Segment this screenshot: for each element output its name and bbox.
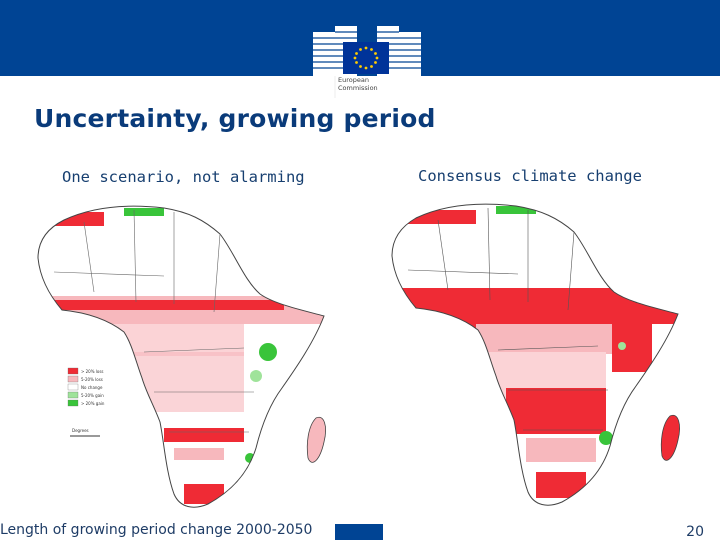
page-number: 20 [686,524,704,540]
right-map-title: Consensus climate change [418,167,642,185]
logo-wordmark [338,76,378,92]
legend-item: 5-20% loss [81,377,103,382]
left-africa-map [24,192,352,512]
legend-item: 5-20% gain [81,393,104,398]
right-africa-map [376,192,706,510]
logo-line-2: Commission [338,84,378,92]
footer-eu-flag [335,524,383,540]
footer-caption: Length of growing period change 2000-2050 [0,522,313,538]
legend-item: > 20% gain [81,401,105,406]
legend-item: > 20% loss [81,369,104,374]
slide-title: Uncertainty, growing period [34,104,436,133]
scale-label: Degrees [72,428,89,433]
legend-item: No change [81,385,103,390]
left-map-title: One scenario, not alarming [62,168,305,186]
map-legend [68,368,105,436]
logo-line-1: European [338,76,369,84]
